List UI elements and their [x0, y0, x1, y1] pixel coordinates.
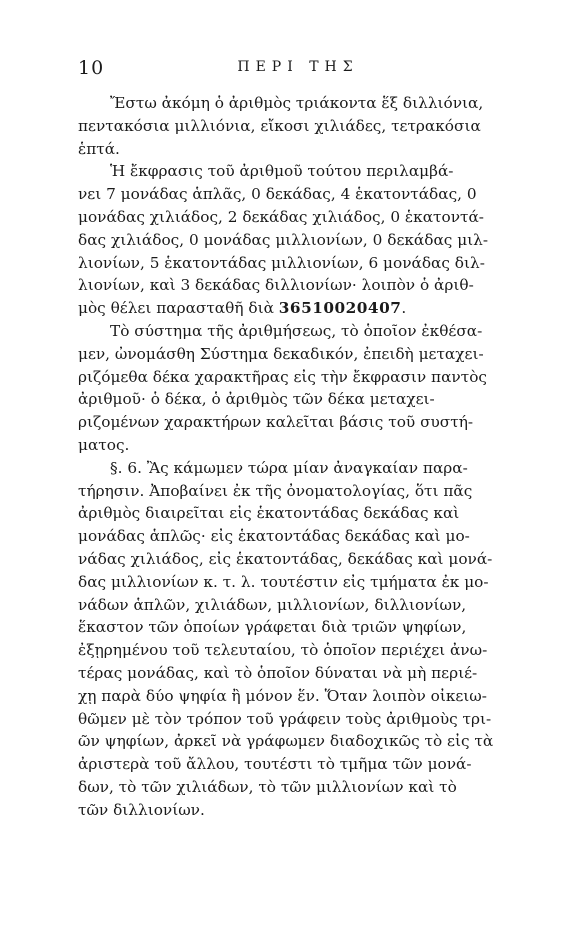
text-line: ἀριστερὰ τοῦ ἄλλου, τουτέστι τὸ τμῆμα τῶν μονά- — [78, 755, 472, 774]
text-line: δας μιλλιονίων κ. τ. λ. τουτέστιν εἰς τμήματα ἐκ μο- — [78, 572, 489, 591]
text-line: τήρησιν. Ἀποβαίνει ἐκ τῆς ὀνοματολογίας, ὅτι πᾶς — [78, 481, 473, 500]
text-line: δων, τὸ τῶν χιλιάδων, τὸ τῶν μιλλιονίων καὶ τὸ — [78, 777, 457, 796]
body-text — [78, 92, 508, 822]
text-line: τῶν διλλιονίων. — [78, 800, 205, 819]
text-line: ἀριθμοῦ· ὁ δέκα, ὁ ἀριθμὸς τῶν δέκα μεταχει- — [78, 390, 435, 409]
running-title: ΠΕΡΙ ΤΗΣ — [237, 59, 359, 75]
text-line: μονάδας χιλιάδος, 2 δεκάδας χιλιάδος, 0 ἑκατοντά- — [78, 207, 484, 226]
text-line: τέρας μονάδας, καὶ τὸ ὁποῖον δύναται νὰ μὴ περιέ- — [78, 663, 478, 682]
text-line: θῶμεν μὲ τὸν τρόπον τοῦ γράφειν τοὺς ἀριθμοὺς τρι- — [78, 709, 492, 728]
text-line: νει 7 μονάδας ἁπλᾶς, 0 δεκάδας, 4 ἑκατοντάδας, 0 — [78, 185, 477, 204]
text-line: νάδων ἁπλῶν, χιλιάδων, μιλλιονίων, διλλιονίων, — [78, 595, 467, 614]
page-number: 10 — [78, 57, 105, 79]
text-line: Ἡ ἔκφρασις τοῦ ἀριθμοῦ τούτου περιλαμβά- — [110, 162, 454, 181]
text-line: μὸς θέλει παρασταθῆ διὰ 36510020407. — [78, 299, 407, 318]
text-line: ματος. — [78, 435, 130, 454]
page-header — [78, 57, 502, 85]
text-line: ἀριθμὸς διαιρεῖται εἰς ἑκατοντάδας δεκάδας καὶ — [78, 504, 460, 523]
text-line: μεν, ὠνομάσθη Σύστημα δεκαδικόν, ἐπειδὴ μεταχει- — [78, 344, 484, 363]
text-line: ῶν ψηφίων, ἀρκεῖ νὰ γράφωμεν διαδοχικῶς τὸ εἰς τὰ — [78, 732, 494, 751]
text-line: δας χιλιάδος, 0 μονάδας μιλλιονίων, 0 δεκάδας μιλ- — [78, 230, 489, 249]
text-line: ἐξῃρημένου τοῦ τελευταίου, τὸ ὁποῖον περιέχει ἀνω- — [78, 641, 488, 660]
text-line: χῃ παρὰ δύο ψηφία ἢ μόνον ἕν. Ὅταν λοιπὸν οἰκειω- — [78, 686, 487, 705]
text-line: λιονίων, καὶ 3 δεκάδας διλλιονίων· λοιπὸν ὁ ἀριθ- — [78, 276, 474, 295]
text-line: Τὸ σύστημα τῆς ἀριθμήσεως, τὸ ὁποῖον ἐκθέσα- — [110, 321, 483, 340]
text-line: Ἔστω ἀκόμη ὁ ἀριθμὸς τριάκοντα ἕξ διλλιόνια, — [110, 94, 484, 112]
section-paragraph-line: §. 6. Ἂς κάμωμεν τώρα μίαν ἀναγκαίαν παρα- — [110, 458, 468, 477]
text-line: ριζόμεθα δέκα χαρακτῆρας εἰς τὴν ἔκφρασιν παντὸς — [78, 367, 487, 386]
text-line: μονάδας ἁπλῶς· εἰς ἑκατοντάδας δεκάδας καὶ μο- — [78, 527, 470, 546]
text-line: ἑπτά. — [78, 139, 120, 158]
bold-number: 36510020407 — [278, 299, 402, 318]
text-line: ἕκαστον τῶν ὁποίων γράφεται διὰ τριῶν ψηφίων, — [78, 618, 467, 637]
text-line: πεντακόσια μιλλιόνια, εἴκοσι χιλιάδες, τετρακόσια — [78, 116, 481, 135]
text-line: λιονίων, 5 ἑκατοντάδας μιλλιονίων, 6 μονάδας διλ- — [78, 253, 485, 272]
text-line: ριζομένων χαρακτήρων καλεῖται βάσις τοῦ συστή- — [78, 413, 474, 432]
text-line: νάδας χιλιάδος, εἰς ἑκατοντάδας, δεκάδας καὶ μονά- — [78, 549, 493, 568]
